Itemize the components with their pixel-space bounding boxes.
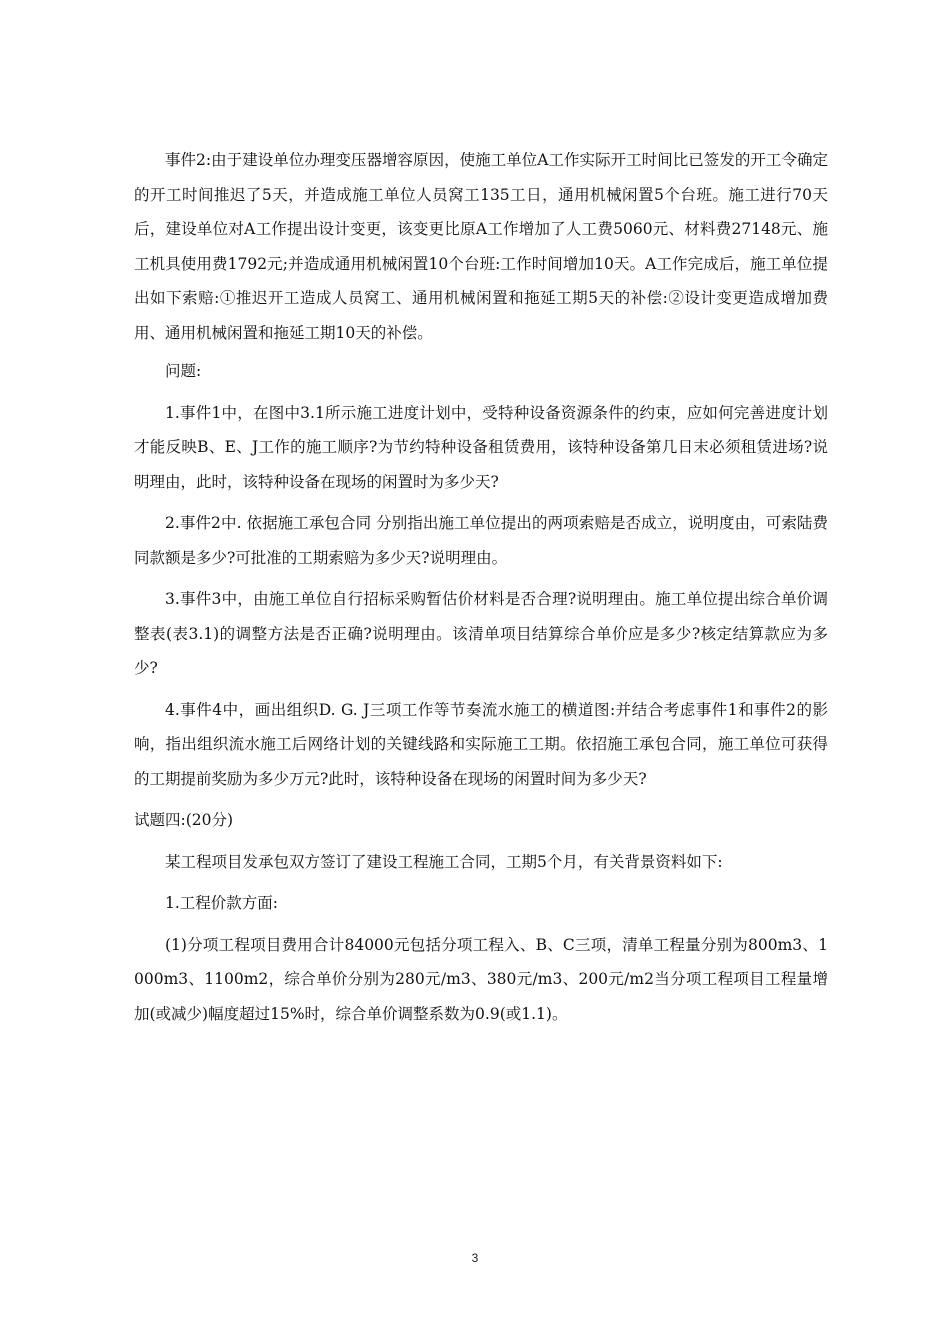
paragraph-background-intro: 某工程项目发承包双方签订了建设工程施工合同，工期5个月，有关背景资料如下:: [165, 852, 723, 871]
document-body: [134, 143, 828, 1031]
question-2: 2.事件2中. 依据施工承包合同 分别指出施工单位提出的两项索赔是否成立，说明度由，可索陆费同款额是多少?可批准的工期索赔为多少天?说明理由。: [134, 514, 828, 567]
question-3: 3.事件3中，由施工单位自行招标采购暂估价材料是否合理?说明理由。施工单位提出综合单价调整表(表3.1)的调整方法是否正确?说明理由。该清单项目结算综合单价应是多少?核定结算款应为多少?: [134, 590, 828, 677]
question-1: 1.事件1中，在图中3.1所示施工进度计划中，受特种设备资源条件的约束，应如何完善进度计划才能反映B、E、J工作的施工顺序?为节约特种设备租赁费用，该特种设备第几日末必须租赁进场?说明理由，此时，该特种设备在现场的闲置时为多少天?: [134, 403, 828, 491]
question-4: 4.事件4中，画出组织D. G. J三项工作等节奏流水施工的横道图:并结合考虑事件1和事件2的影响，指出组织流水施工后网络计划的关键线路和实际施工工期。依招施工承包合同，施工单位可获得的工期提前奖励为多少万元?此时，该特种设备在现场的闲置时间为多少天?: [134, 700, 828, 788]
paragraph-price-heading: 1.工程价款方面:: [165, 894, 279, 912]
page-number: 3: [471, 1251, 479, 1265]
paragraph-price-item-1: (1)分项工程项目费用合计84000元包括分项工程入、B、C三项，清单工程量分别为800m3、1000m3、1100m2，综合单价分别为280元/m3、380元/m3、200元/m2当分项工程项目工程量增加(或减少)幅度超过15%时，综合单价调整系数为0.9(或1.1)。: [134, 935, 828, 1023]
section-heading-question-four: 试题四:(20分): [134, 811, 234, 829]
questions-heading: 问题:: [165, 362, 202, 380]
paragraph-event-2: 事件2:由于建设单位办理变压器增容原因，使施工单位A工作实际开工时间比已签发的开工令确定的开工时间推迟了5天，并造成施工单位人员窝工135工日，通用机械闲置5个台班。施工进行70天后，建设单位对A工作提出设计变更，该变更比原A工作增加了人工费5060元、材料费27148元、施工机具使用费1792元;并造成通用机械闲置10个台班:工作时间增加10天。A工作完成后，施工单位提出如下索赔:①推迟开工造成人员窝工、通用机械闲置和拖延工期5天的补偿:②设计变更造成增加费用、通用机械闲置和拖延工期10天的补偿。: [134, 151, 828, 342]
